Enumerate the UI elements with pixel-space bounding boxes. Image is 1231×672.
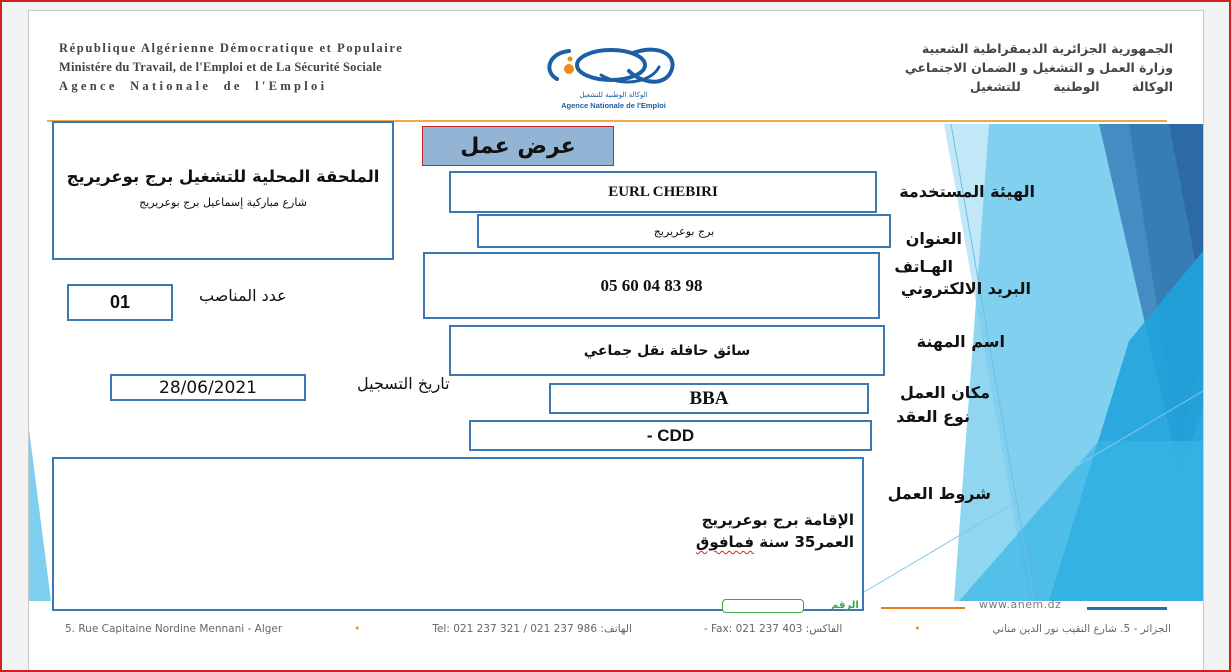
employer-value: EURL CHEBIRI: [608, 183, 718, 200]
logo-french-text: Agence Nationale de l'Emploi: [561, 101, 666, 110]
employer-label: الهيئة المستخدمة: [899, 182, 1035, 201]
document-title: عرض عمل: [460, 133, 576, 159]
contract-field: [469, 420, 872, 451]
header-fr-line-1: République Algérienne Démocratique et Populaire: [59, 41, 404, 55]
footer-address: [65, 623, 1171, 635]
header-ar-line-1: الجمهورية الجزائرية الديمقراطية الشعبية: [921, 41, 1173, 56]
address-field: [477, 214, 891, 248]
header-ar-line-3: الوكالة الوطنية للتشغيل: [969, 79, 1173, 94]
workplace-label: مكان العمل: [900, 383, 990, 402]
header-french: [59, 39, 403, 96]
positions-label: عدد المناصب: [199, 286, 287, 305]
phone-label: الهـاتف: [894, 257, 953, 276]
conditions-label: شروط العمل: [887, 484, 991, 503]
profession-field: [449, 325, 885, 376]
conditions-line-1: الإقامة برج بوعريريج: [701, 511, 854, 529]
footer-tel: Tel: 021 237 321 / 021 237 986 :الهاتف: [432, 623, 632, 635]
agency-box: [52, 121, 394, 260]
registration-date-field: [110, 374, 306, 401]
phone-email-field: [423, 252, 880, 319]
header-ar-line-2: وزارة العمل و التشغيل و الضمان الاجتماعي: [904, 60, 1173, 75]
address-value: برج بوعريريج: [653, 224, 715, 238]
footer-blue-line: [1087, 607, 1167, 610]
conditions-text: [696, 509, 854, 553]
workplace-field: [549, 383, 869, 414]
conditions-line-2: [696, 531, 854, 553]
header-fr-line-2: Ministére du Travail, de l'Emploi et de La Sécurité Sociale: [59, 60, 382, 74]
profession-value: سائق حافلة نقل جماعي: [583, 342, 751, 359]
employer-field: [449, 171, 877, 213]
email-label: البريد الالكتروني: [900, 279, 1031, 298]
logo-arabic-text: الوكالة الوطنية للتشغيل: [579, 91, 648, 99]
anem-logo-mark: [541, 41, 686, 91]
footer-address-fr: 5. Rue Capitaine Nordine Mennani - Alger: [65, 623, 283, 635]
footer-fax: - Fax: 021 237 403 :الفاكس: [703, 623, 843, 635]
registration-date-label: تاريخ التسجيل: [357, 374, 450, 393]
footer-orange-line: [881, 607, 965, 609]
phone-value: 05 60 04 83 98: [600, 275, 703, 295]
conditions-age: العمر35 سنة: [754, 533, 854, 551]
contract-value: - CDD: [646, 425, 695, 445]
positions-value: 01: [109, 292, 131, 312]
footer-bullet: •: [914, 623, 921, 635]
header-fr-line-3: Agence Nationale de l'Emploi: [59, 79, 328, 93]
agency-name: الملحقة المحلية للتشغيل برج بوعريريج: [66, 166, 380, 186]
workplace-value: BBA: [689, 387, 729, 409]
deco-left-triangle: [29, 429, 51, 601]
positions-field: [67, 284, 173, 321]
agency-address: شارع مباركية إسماعيل برج بوعريريج: [139, 195, 307, 209]
footer-green-number-box: [722, 599, 804, 613]
profession-label: اسم المهنة: [916, 332, 1005, 351]
document-page: [28, 10, 1204, 672]
header-arabic: [905, 39, 1173, 96]
contract-label: نوع العقد: [896, 407, 970, 426]
conditions-field: [52, 457, 864, 611]
address-label: العنوان: [905, 229, 962, 248]
conditions-age-suffix: فمافوق: [695, 533, 755, 551]
footer-green-label: الرقم: [831, 600, 859, 611]
registration-date-value: 28/06/2021: [159, 377, 257, 398]
footer-bullet: •: [354, 623, 361, 635]
footer-address-ar: الجزائر - 5. شارع النقيب نور الدين مناني: [992, 623, 1171, 635]
footer-website-link[interactable]: www.anem.dz: [979, 598, 1062, 611]
anem-logo: [541, 41, 686, 113]
document-title-box: [422, 126, 614, 166]
